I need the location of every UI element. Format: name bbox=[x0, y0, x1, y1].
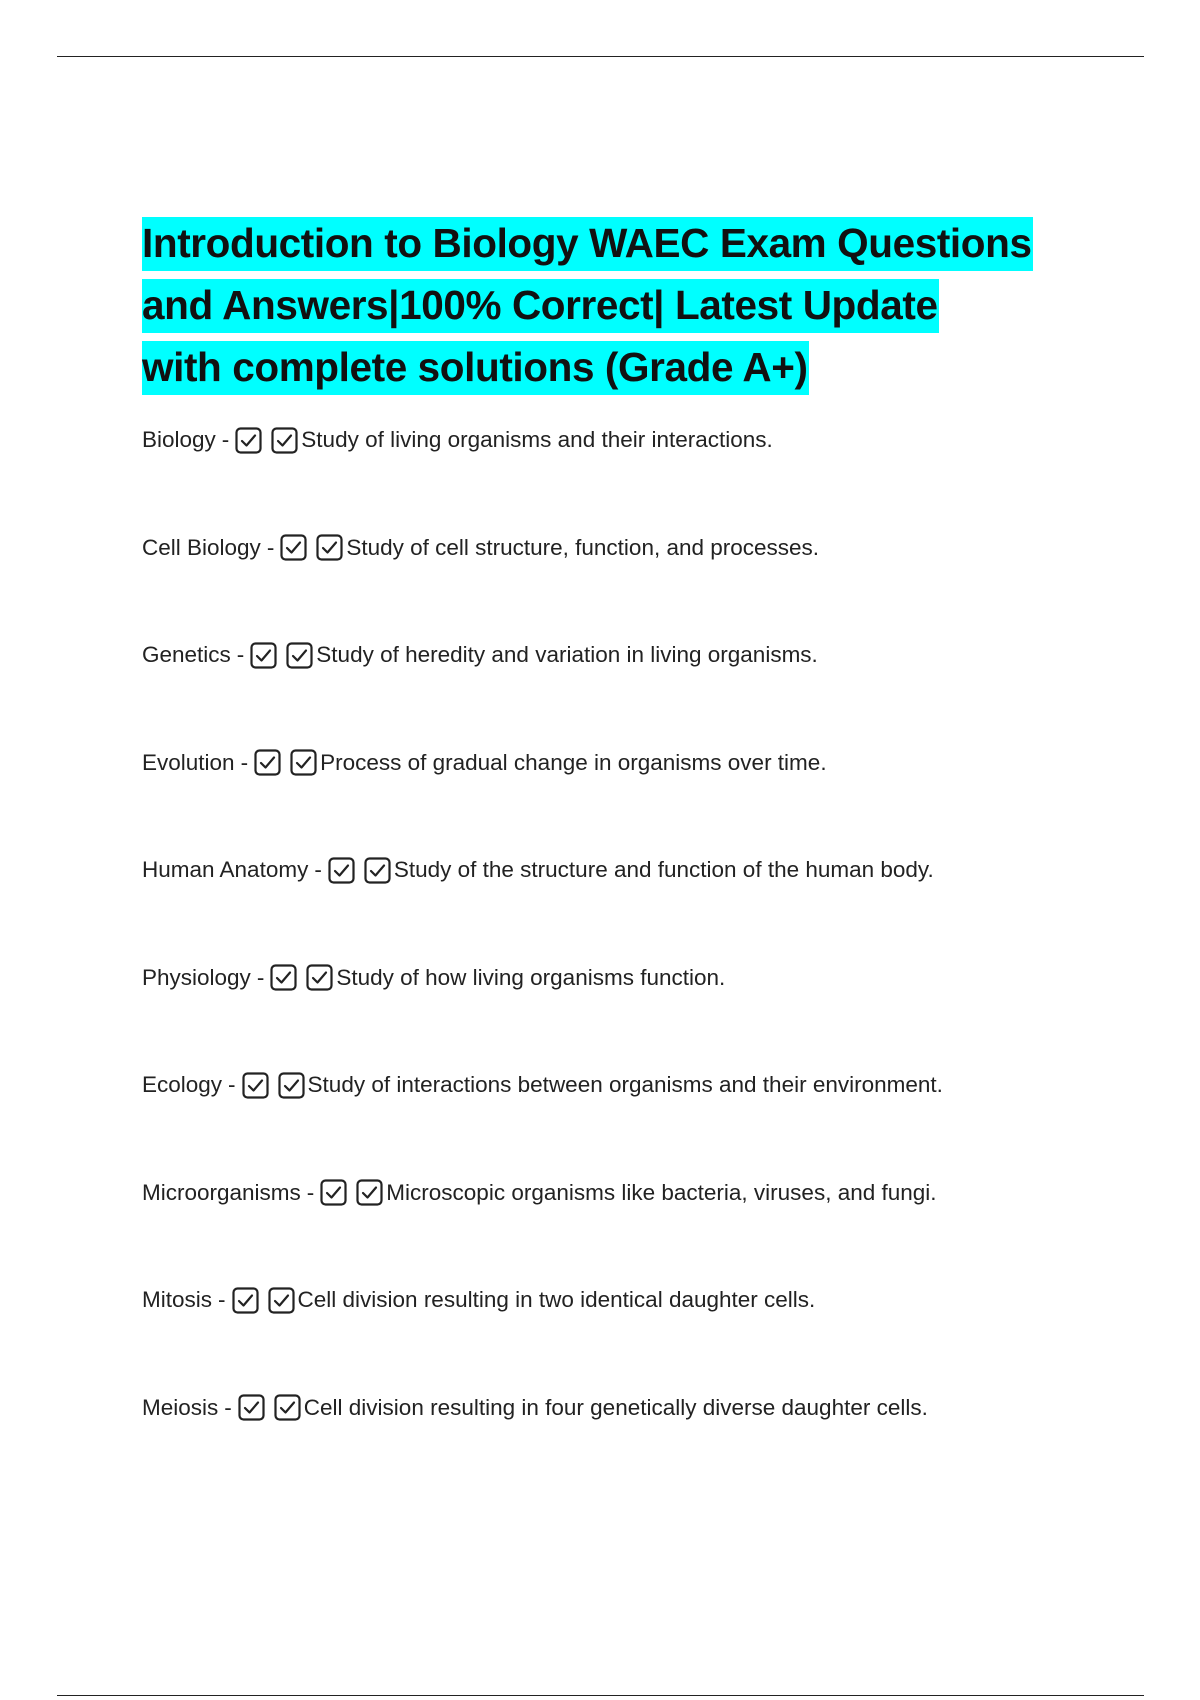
entry-separator: - bbox=[236, 642, 245, 667]
checked-box-icon bbox=[235, 427, 262, 454]
bottom-rule bbox=[57, 1695, 1144, 1696]
entry-separator: - bbox=[314, 857, 322, 882]
definition-entry bbox=[142, 1388, 1142, 1428]
checked-box-icon bbox=[232, 1287, 259, 1314]
entry-term: Physiology bbox=[142, 964, 251, 990]
entry-separator: - bbox=[218, 1287, 226, 1312]
definition-entry bbox=[142, 850, 1142, 890]
checked-box-icon bbox=[306, 964, 333, 991]
definition-entry bbox=[142, 1065, 1142, 1105]
checked-box-icon bbox=[356, 1179, 383, 1206]
entry-separator: - bbox=[306, 1179, 315, 1205]
checked-box-icon bbox=[238, 1394, 265, 1421]
definition-entry bbox=[142, 420, 1142, 460]
checked-box-icon bbox=[364, 857, 391, 884]
entry-term: Ecology bbox=[142, 1072, 223, 1097]
entry-separator: - bbox=[224, 1394, 232, 1420]
entry-separator: - bbox=[266, 534, 275, 560]
entry-definition: Cell division resulting in two identical daughter cells. bbox=[297, 1287, 816, 1312]
checked-box-icon bbox=[316, 534, 343, 561]
definition-entry bbox=[142, 958, 1142, 998]
definition-entry bbox=[142, 1173, 1142, 1213]
entry-term: Mitosis bbox=[142, 1287, 213, 1312]
checked-box-icon bbox=[290, 749, 317, 776]
definition-entry bbox=[142, 528, 1142, 568]
checked-box-icon bbox=[254, 749, 281, 776]
entry-definition: Study of the structure and function of the human body. bbox=[393, 857, 934, 882]
checked-box-icon bbox=[270, 964, 297, 991]
title-text: with complete solutions (Grade A+) bbox=[142, 341, 809, 395]
definition-entry bbox=[142, 743, 1142, 783]
entry-term: Cell Biology bbox=[142, 534, 261, 560]
entry-term: Biology bbox=[142, 427, 216, 452]
title-line bbox=[142, 274, 1102, 336]
entry-separator: - bbox=[256, 964, 265, 990]
entry-separator: - bbox=[228, 1072, 236, 1097]
checked-box-icon bbox=[250, 642, 277, 669]
entry-definition: Process of gradual change in organisms over time. bbox=[320, 749, 827, 775]
entry-definition: Study of interactions between organisms and their environment. bbox=[307, 1072, 943, 1097]
checked-box-icon bbox=[328, 857, 355, 884]
checked-box-icon bbox=[320, 1179, 347, 1206]
title-text: Introduction to Biology WAEC Exam Questions bbox=[142, 217, 1033, 271]
entry-separator: - bbox=[221, 427, 230, 452]
entry-definition: Microscopic organisms like bacteria, viruses, and fungi. bbox=[386, 1179, 937, 1205]
checked-box-icon bbox=[278, 1072, 305, 1099]
entry-term: Microorganisms bbox=[142, 1179, 301, 1205]
entry-term: Evolution bbox=[142, 749, 235, 775]
top-rule bbox=[57, 56, 1144, 57]
checked-box-icon bbox=[268, 1287, 295, 1314]
entry-definition: Study of cell structure, function, and processes. bbox=[346, 534, 820, 560]
entry-term: Genetics bbox=[142, 642, 231, 667]
title-text: and Answers|100% Correct| Latest Update bbox=[142, 279, 939, 333]
checked-box-icon bbox=[271, 427, 298, 454]
entry-term: Meiosis bbox=[142, 1394, 219, 1420]
title-line bbox=[142, 336, 1102, 398]
entry-definition: Study of heredity and variation in living organisms. bbox=[316, 642, 818, 667]
checked-box-icon bbox=[286, 642, 313, 669]
entry-definition: Study of living organisms and their interactions. bbox=[301, 427, 773, 452]
entry-separator: - bbox=[240, 749, 249, 775]
title-line bbox=[142, 212, 1102, 274]
entry-term: Human Anatomy bbox=[142, 857, 309, 882]
checked-box-icon bbox=[280, 534, 307, 561]
definition-entry bbox=[142, 1280, 1142, 1320]
definition-list bbox=[142, 420, 1142, 1495]
entry-definition: Study of how living organisms function. bbox=[336, 964, 726, 990]
definition-entry bbox=[142, 635, 1142, 675]
checked-box-icon bbox=[242, 1072, 269, 1099]
checked-box-icon bbox=[274, 1394, 301, 1421]
entry-definition: Cell division resulting in four genetically diverse daughter cells. bbox=[303, 1394, 928, 1420]
document-title bbox=[142, 212, 1102, 398]
